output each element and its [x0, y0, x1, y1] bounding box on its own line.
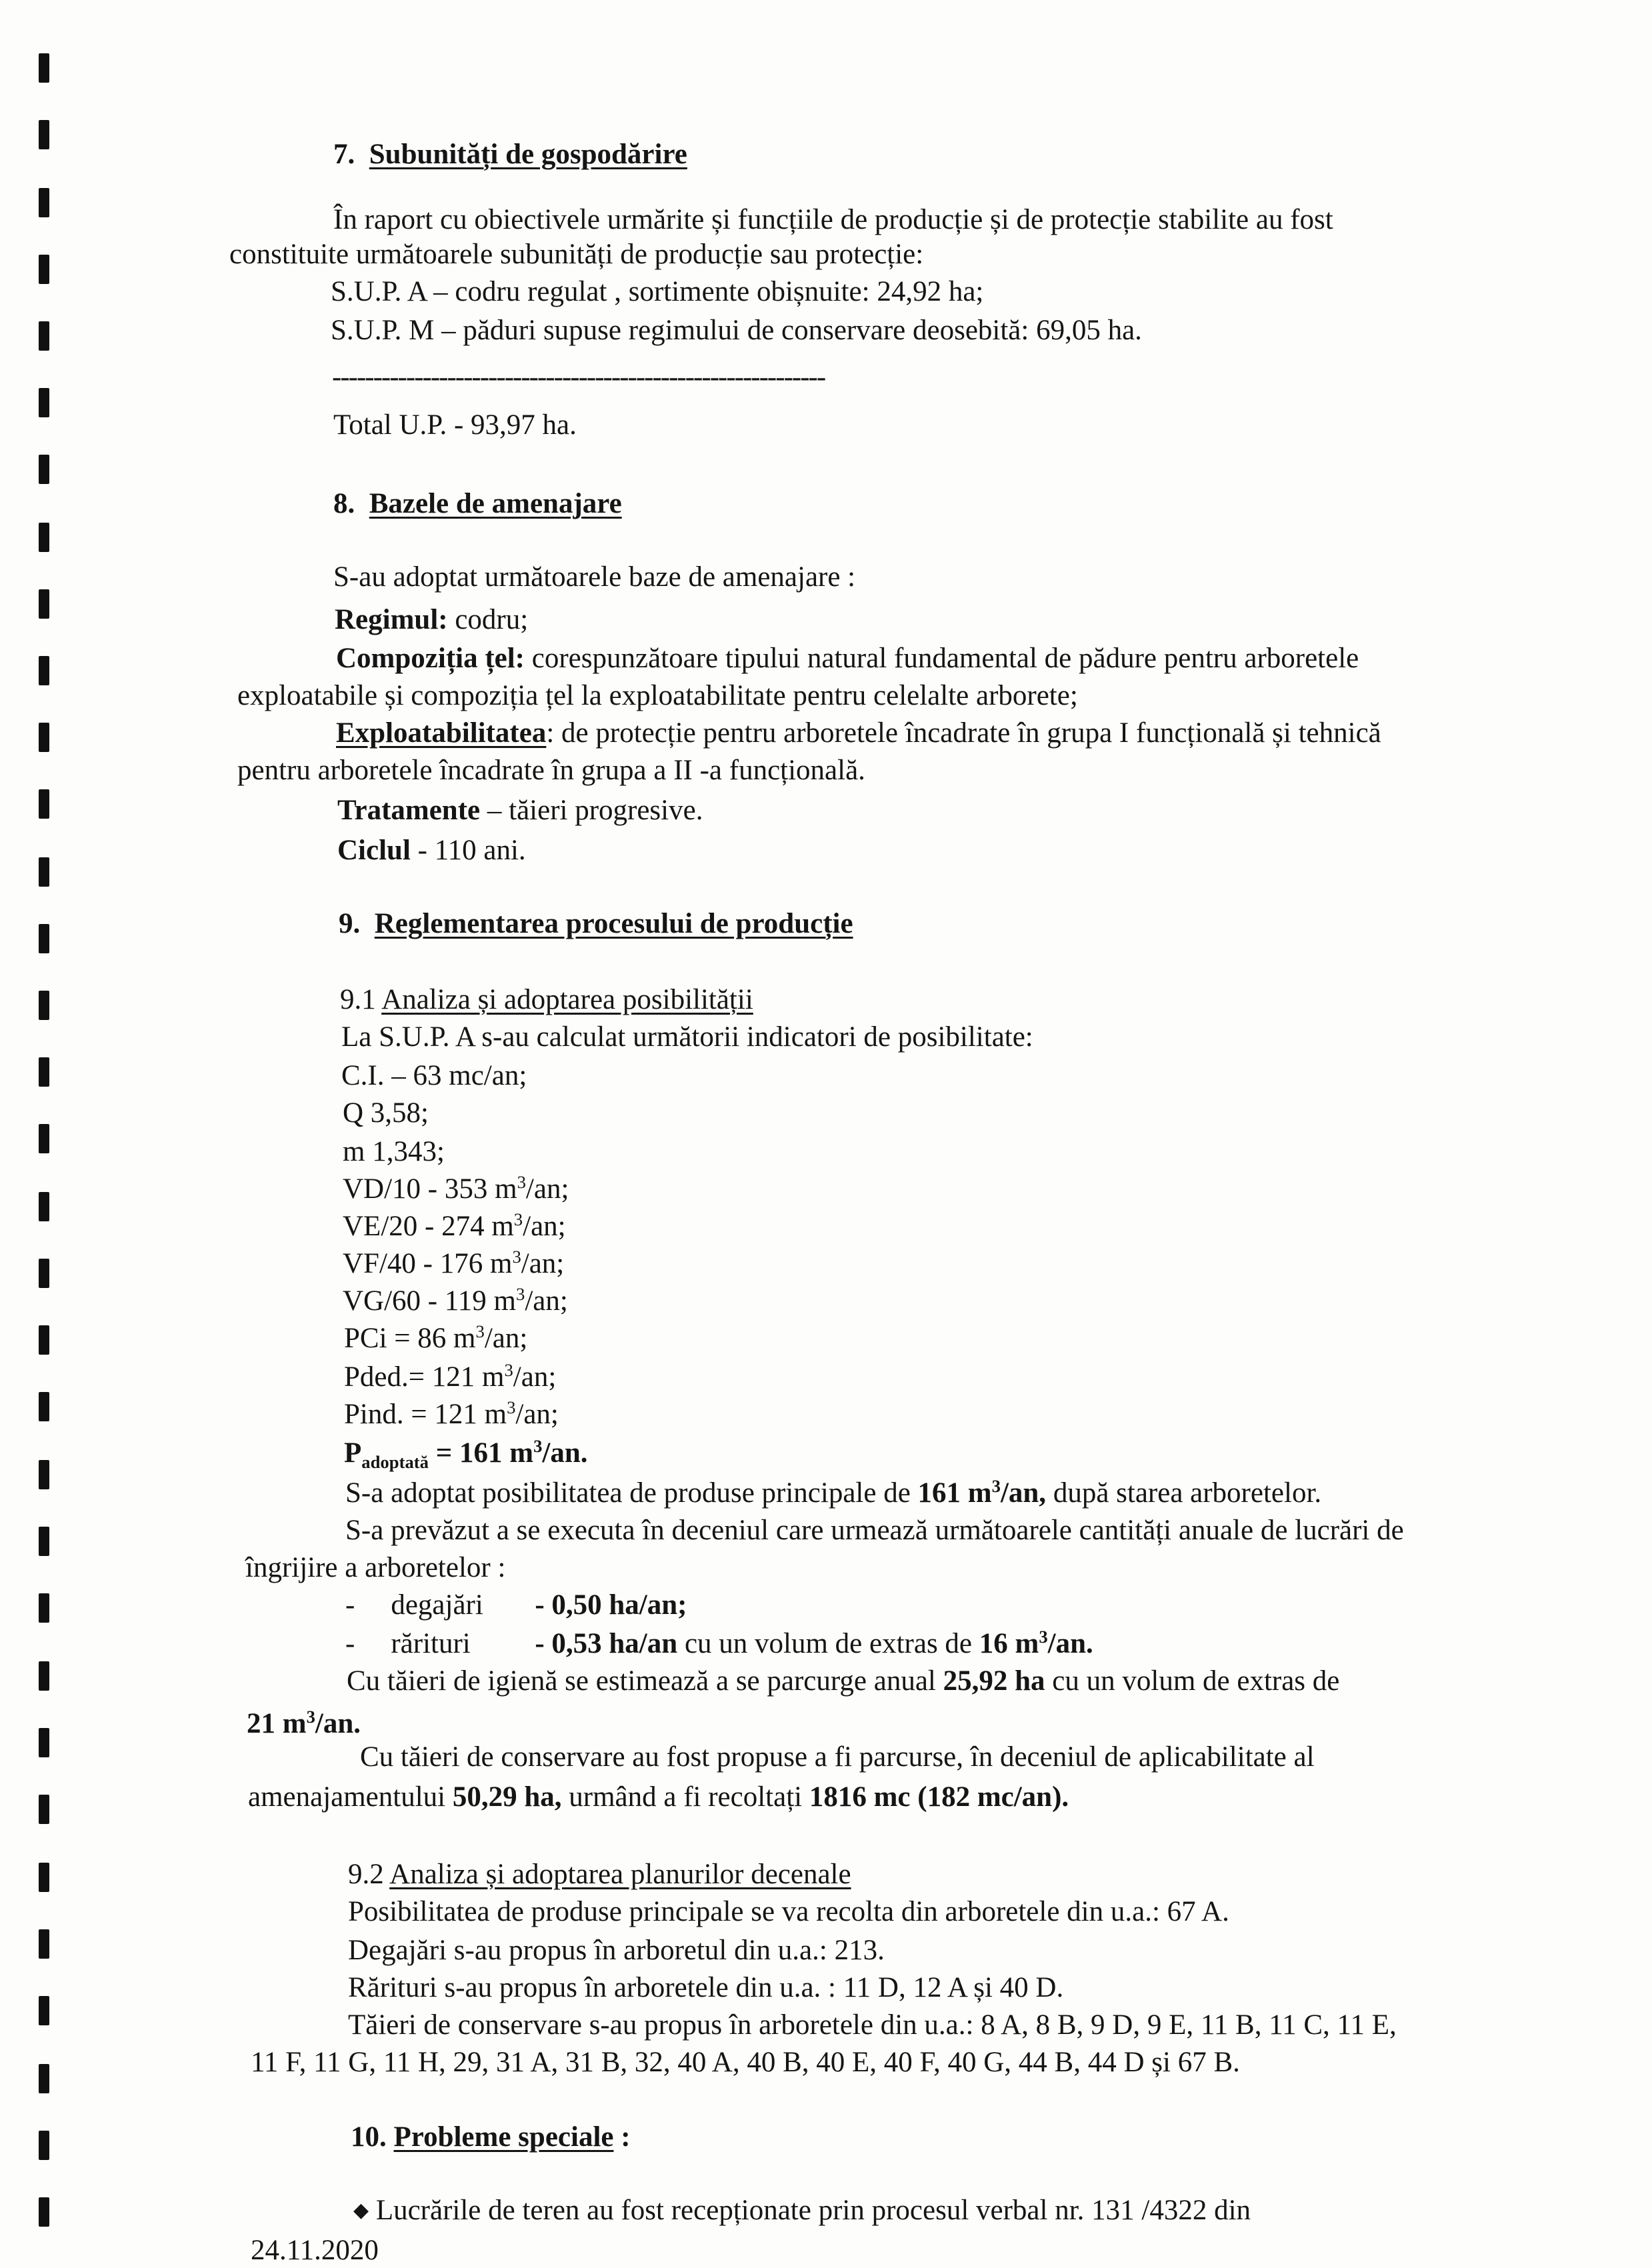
- unit: /an,: [1000, 1477, 1047, 1509]
- binding-hole: [39, 1661, 49, 1691]
- colon: :: [613, 2121, 631, 2153]
- subsection-9-1-heading: [340, 983, 753, 1017]
- paragraph-line: La S.U.P. A s-au calculat următorii indicatori de posibilitate:: [341, 1021, 1033, 1053]
- binding-hole: [39, 523, 49, 552]
- plan-line: 11 F, 11 G, 11 H, 29, 31 A, 31 B, 32, 40 A, 40 B, 40 E, 40 F, 40 G, 44 B, 44 D și 67 B.: [251, 2047, 1240, 2078]
- label: degajări: [391, 1589, 483, 1621]
- paragraph-line: constituite următoarele subunități de producție sau protecție:: [229, 239, 924, 270]
- value: codru;: [455, 604, 529, 635]
- label: rărituri: [391, 1628, 471, 1659]
- superscript: 3: [1039, 1627, 1048, 1647]
- text: S-a adoptat posibilitatea de produse principale de: [345, 1477, 918, 1509]
- dash: -: [345, 1589, 355, 1621]
- subsection-number: 9.2: [348, 1859, 390, 1890]
- binding-hole: [39, 656, 49, 685]
- subsection-title: Analiza și adoptarea posibilității: [381, 984, 753, 1015]
- unit: /an;: [513, 1361, 557, 1393]
- text: Cu tăieri de igienă se estimează a se parcurge anual: [347, 1665, 943, 1697]
- value: VF/40 - 176 m: [343, 1248, 513, 1279]
- binding-hole: [39, 1863, 49, 1892]
- value: 25,92 ha: [943, 1665, 1045, 1697]
- sup-a-line: S.U.P. A – codru regulat , sortimente obișnuite: 24,92 ha;: [331, 276, 984, 307]
- binding-hole: [39, 2064, 49, 2093]
- dash: -: [345, 1628, 355, 1659]
- separator-rule: ------------------------------------------------------------: [332, 361, 825, 393]
- sup-m-line: S.U.P. M – păduri supuse regimului de conservare deosebită: 69,05 ha.: [331, 315, 1142, 346]
- subsection-9-2-heading: [348, 1857, 851, 1892]
- adopt-line: [345, 1476, 1321, 1513]
- regim-line: [335, 603, 528, 637]
- value: – tăieri progresive.: [480, 795, 703, 826]
- binding-hole: [39, 789, 49, 819]
- binding-hole: [39, 857, 49, 887]
- plan-line: Degajări s-au propus în arboretul din u.a.: 213.: [348, 1935, 885, 1966]
- section-10-heading: [351, 2120, 631, 2155]
- value: PCi = 86 m: [344, 1323, 476, 1354]
- indicator-vf: [343, 1247, 564, 1284]
- plan-line: Posibilitatea de produse principale se va recolta din arboretele din u.a.: 67 A.: [348, 1896, 1229, 1927]
- binding-hole: [39, 388, 49, 417]
- subsection-title: Analiza și adoptarea planurilor decenale: [389, 1859, 851, 1890]
- value: 21 m: [247, 1708, 307, 1739]
- section-title: Reglementarea procesului de producție: [374, 908, 853, 939]
- binding-hole: [39, 120, 49, 149]
- reception-date: 24.11.2020: [251, 2235, 379, 2266]
- paragraph-line: În raport cu obiectivele urmărite și funcțiile de producție și de protecție stabilite au fost: [333, 204, 1333, 235]
- indicator-ci: C.I. – 63 mc/an;: [341, 1060, 527, 1091]
- binding-hole: [39, 1996, 49, 2025]
- section-number: 10.: [351, 2121, 394, 2153]
- binding-hole: [39, 1728, 49, 1757]
- indicator-ve: [343, 1209, 566, 1247]
- binding-hole: [39, 1795, 49, 1824]
- text: urmând a fi recoltați: [561, 1781, 809, 1813]
- section-number: 9.: [339, 908, 361, 939]
- superscript: 3: [475, 1321, 485, 1342]
- label: Compoziția țel:: [336, 643, 525, 674]
- unit: /an;: [525, 1285, 568, 1317]
- value: Pind. = 121 m: [344, 1399, 507, 1430]
- value: VD/10 - 353 m: [343, 1173, 517, 1205]
- section-title: Probleme speciale: [393, 2121, 614, 2153]
- indicator-vg: [343, 1284, 568, 1321]
- indicator-q: Q 3,58;: [343, 1097, 429, 1129]
- text: cu un volum de extras de: [1045, 1665, 1340, 1697]
- section-9-heading: [339, 907, 853, 941]
- unit: /an;: [523, 1211, 566, 1242]
- section-number: 8.: [333, 488, 355, 519]
- binding-hole: [39, 1460, 49, 1489]
- text: amenajamentului: [248, 1781, 453, 1813]
- indicator-pded: [344, 1360, 556, 1397]
- plan-line: Rărituri s-au propus în arboretele din u.a. : 11 D, 12 A și 40 D.: [348, 1972, 1064, 2003]
- total-line: Total U.P. - 93,97 ha.: [333, 409, 577, 441]
- value: - 0,53 ha/an: [535, 1628, 678, 1659]
- binding-hole: [39, 723, 49, 752]
- label: Regimul:: [335, 604, 448, 635]
- binding-hole: [39, 53, 49, 83]
- binding-hole: [39, 1057, 49, 1087]
- binding-hole: [39, 1929, 49, 1959]
- unit: /an.: [542, 1437, 588, 1469]
- superscript: 3: [306, 1707, 315, 1727]
- binding-hole: [39, 1124, 49, 1153]
- paragraph-line: S-a prevăzut a se executa în deceniul care urmează următoarele cantități anuale de lucrări de: [345, 1515, 1404, 1546]
- section-number: 7.: [333, 139, 355, 170]
- indicator-m: m 1,343;: [343, 1136, 445, 1167]
- binding-hole: [39, 1325, 49, 1355]
- binding-hole: [39, 255, 49, 284]
- label: Tratamente: [337, 795, 481, 826]
- binding-hole: [39, 991, 49, 1020]
- paragraph-line: Cu tăieri de conservare au fost propuse a fi parcurse, în deceniul de aplicabilitate al: [360, 1741, 1315, 1773]
- ciclu-line: [337, 833, 526, 868]
- value: 16 m: [979, 1628, 1039, 1659]
- unit: /an;: [484, 1323, 528, 1354]
- label: Exploatabilitatea: [336, 717, 547, 749]
- paragraph-line: exploatabile și compoziția țel la exploatabilitate pentru celelalte arborete;: [237, 680, 1078, 711]
- subscript: adoptată: [361, 1452, 429, 1473]
- binding-hole: [39, 1392, 49, 1421]
- value: 50,29 ha,: [452, 1781, 562, 1813]
- superscript: 3: [991, 1476, 1001, 1497]
- section-title: Subunități de gospodărire: [369, 139, 687, 170]
- conservare-line: [248, 1780, 1069, 1815]
- compozitie-line: [336, 641, 1607, 676]
- reception-line: [353, 2193, 1251, 2231]
- text: cu un volum de extras de: [677, 1628, 979, 1659]
- value: 161 m: [917, 1477, 992, 1509]
- value: corespunzătoare tipului natural fundamental de pădure pentru arboretele: [531, 643, 1359, 674]
- symbol: P: [344, 1437, 362, 1469]
- indicator-p-adoptata: [344, 1436, 588, 1473]
- paragraph-line: pentru arboretele încadrate în grupa a II -a funcțională.: [237, 755, 865, 786]
- unit: /an.: [315, 1708, 361, 1739]
- value: Pded.= 121 m: [344, 1361, 505, 1393]
- plan-line: Tăieri de conservare s-au propus în arboretele din u.a.: 8 A, 8 B, 9 D, 9 E, 11 B, 11 C, 11 E,: [348, 2009, 1397, 2041]
- binding-hole: [39, 2131, 49, 2160]
- superscript: 3: [515, 1284, 525, 1305]
- binding-hole: [39, 1259, 49, 1288]
- unit: /an;: [515, 1399, 559, 1430]
- superscript: 3: [533, 1436, 543, 1457]
- section-title: Bazele de amenajare: [369, 488, 622, 519]
- binding-hole: [39, 1527, 49, 1556]
- value: = 161 m: [429, 1437, 534, 1469]
- binding-hole: [39, 1593, 49, 1623]
- igiena-volume: [247, 1707, 361, 1744]
- unit: /an;: [521, 1248, 565, 1279]
- binding-hole: [39, 924, 49, 953]
- value: : de protecție pentru arboretele încadrate în grupa I funcțională și tehnică: [546, 717, 1381, 749]
- binding-holes: [39, 40, 65, 2240]
- value: VG/60 - 119 m: [343, 1285, 516, 1317]
- section-8-heading: [333, 487, 622, 521]
- unit: /an;: [525, 1173, 569, 1205]
- rarituri-line: [345, 1627, 1093, 1664]
- value: - 110 ani.: [410, 835, 526, 866]
- paragraph-line: S-au adoptat următoarele baze de amenajare :: [333, 561, 856, 593]
- indicator-pci: [344, 1321, 527, 1359]
- binding-hole: [39, 455, 49, 484]
- degajari-line: [345, 1588, 687, 1623]
- binding-hole: [39, 1192, 49, 1221]
- superscript: 3: [507, 1397, 516, 1418]
- value: 1816 mc (182 mc/an).: [809, 1781, 1069, 1813]
- binding-hole: [39, 321, 49, 351]
- superscript: 3: [517, 1172, 526, 1193]
- superscript: 3: [513, 1209, 523, 1230]
- superscript: 3: [504, 1360, 513, 1381]
- indicator-vd: [343, 1172, 569, 1209]
- diamond-bullet-icon: ◆: [353, 2199, 369, 2222]
- value: VE/20 - 274 m: [343, 1211, 514, 1242]
- indicator-pind: [344, 1397, 559, 1435]
- subsection-number: 9.1: [340, 984, 382, 1015]
- binding-hole: [39, 589, 49, 619]
- paragraph-line: îngrijire a arboretelor :: [245, 1552, 506, 1583]
- igiena-line: [347, 1664, 1339, 1699]
- binding-hole: [39, 188, 49, 217]
- section-7-heading: [333, 137, 687, 172]
- text: Lucrările de teren au fost recepționate prin procesul verbal nr. 131 /4322 din: [369, 2195, 1251, 2226]
- binding-hole: [39, 2197, 49, 2227]
- exploatabilitate-line: [336, 716, 1607, 751]
- tratament-line: [337, 793, 703, 828]
- superscript: 3: [512, 1247, 521, 1267]
- value: - 0,50 ha/an;: [535, 1589, 687, 1621]
- text: după starea arboretelor.: [1046, 1477, 1322, 1509]
- label: Ciclul: [337, 835, 411, 866]
- unit: /an.: [1047, 1628, 1093, 1659]
